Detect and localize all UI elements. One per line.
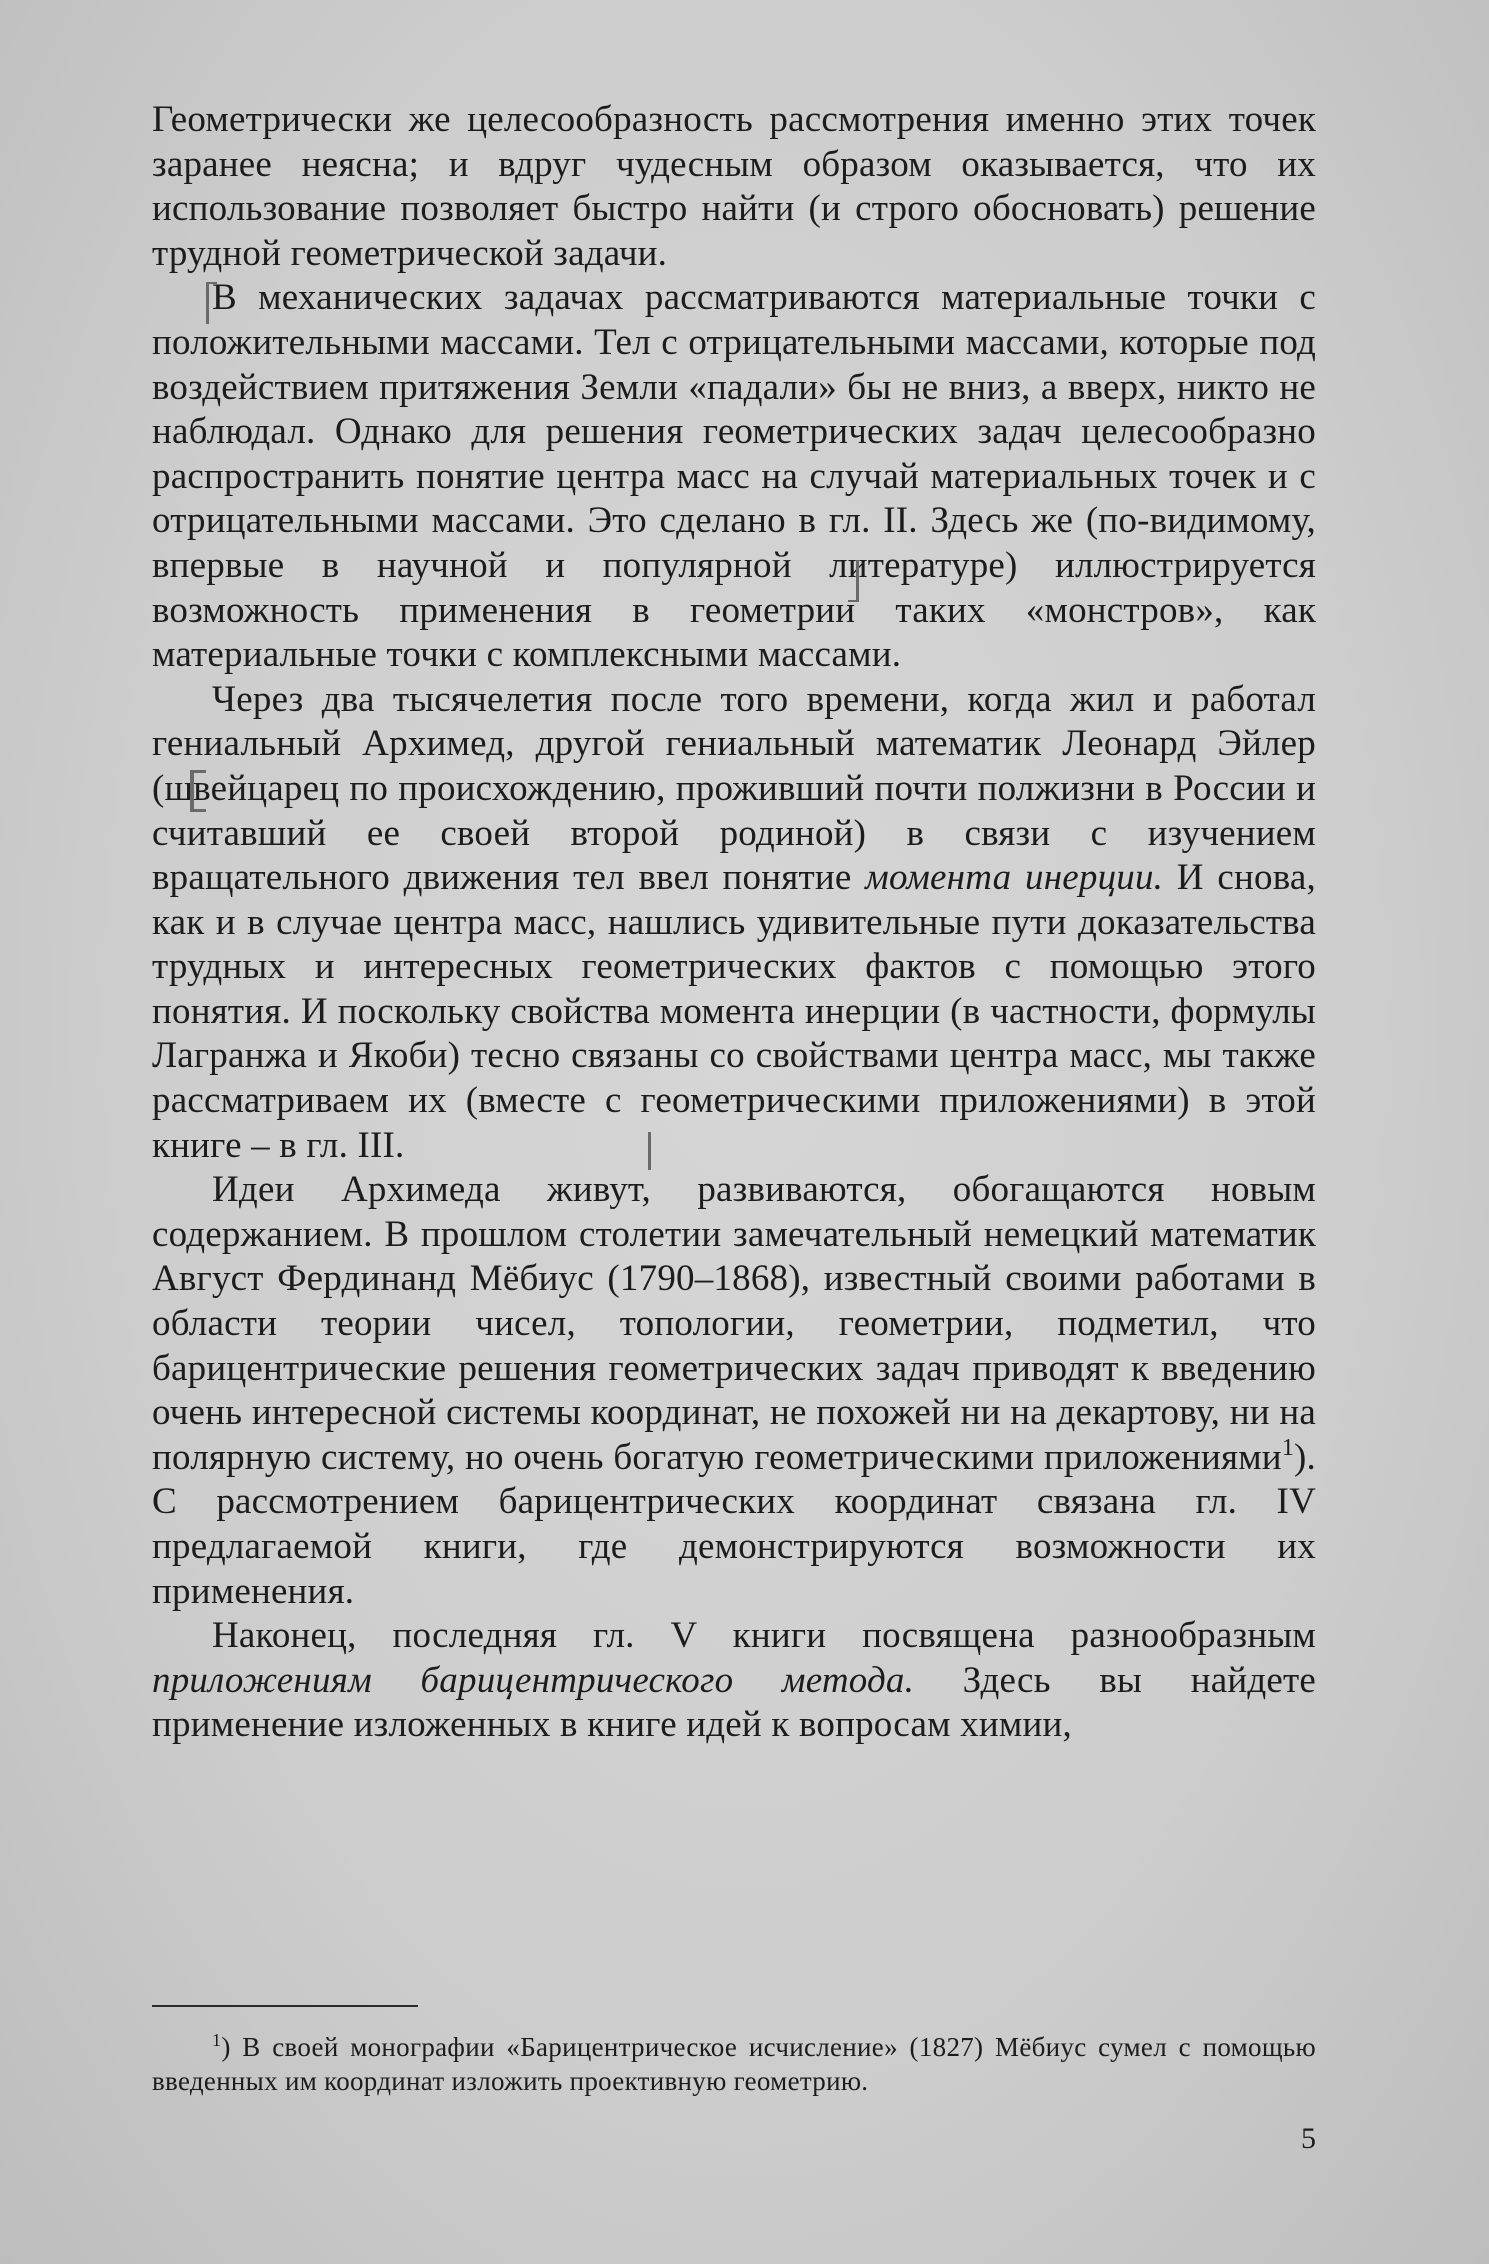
paragraph-3-text-b: И снова, как и в случае центра масс, нашлись удивительные пути доказательства трудных и интересных геометрических фактов с помощью этого понятия. И поскольку свойства момента инерции (в частности, формулы Лагранжа и Якоби) тесно связаны со свойствами центра масс, мы также рассматриваем их (вместе с геометрическими приложениями) в этой книге – в гл. III. [152, 857, 1316, 1166]
pencil-bracket-mark [190, 770, 206, 812]
paragraph-4-text-b: ). С рассмотрением барицентрических координат связана гл. IV предлагаемой книги, где демонстрируются возможности их применения. [152, 1436, 1316, 1612]
paragraph-3-italic-term: момента инерции. [865, 857, 1164, 899]
paragraph-5-text-a: Наконец, последняя гл. V книги посвящена разнообразным [212, 1615, 1316, 1657]
footnote-text: ) В своей монографии «Барицентрическое исчисление» (1827) Мёбиус сумел с помощью введенных им координат изложить проективную геометрию. [152, 2032, 1316, 2096]
footnote [152, 2030, 1316, 2098]
paragraph-5-text-b: Здесь вы найдете применение изложенных в книге идей к вопросам химии, [152, 1659, 1316, 1746]
paragraph-4-text-a: Идеи Архимеда живут, развиваются, обогащаются новым содержанием. В прошлом столетии замечательный немецкий математик Август Фердинанд Мёбиус (1790–1868), известный своими работами в области теории чисел, топологии, геометрии, подметил, что барицентрические решения геометрических задач приводят к введению очень интересной системы координат, не похожей ни на декартову, ни на полярную систему, но очень богатую геометрическими приложениями [152, 1169, 1316, 1478]
paragraph-1 [152, 98, 1316, 276]
paragraph-5-italic-term: приложениям барицентрического метода. [152, 1659, 915, 1701]
pencil-bracket-mark [848, 560, 859, 602]
paragraph-3 [152, 678, 1316, 1169]
footnote-divider [152, 2005, 418, 2007]
paragraph-2 [152, 276, 1316, 677]
paragraph-4 [152, 1168, 1316, 1614]
paragraph-1-text: Геометрически же целесообразность рассмотрения именно этих точек заранее неясна; и вдруг чудесным образом оказывается, что их использование позволяет быстро найти (и строго обосновать) решение трудной геометрической задачи. [152, 99, 1316, 274]
paragraph-3-text-a: Через два тысячелетия после того времени, когда жил и работал гениальный Архимед, другой гениальный математик Леонард Эйлер (швейцарец по происхождению, проживший почти полжизни в России и считавший ее своей второй родиной) в связи с изучением вращательного движения тел ввел понятие [152, 678, 1316, 899]
pencil-bracket-mark [206, 282, 217, 324]
main-text [152, 98, 1316, 1748]
paragraph-2-text: В механических задачах рассматриваются материальные точки с положительными массами. Тел с отрицательными массами, которые под воздействием притяжения Земли «падали» бы не вниз, а вверх, никто не наблюдал. Однако для решения геометрических задач целесообразно распространить понятие центра масс на случай материальных точек и с отрицательными массами. Это сделано в гл. II. Здесь же (по-видимому, впервые в научной и популярной литературе) иллюстрируется возможность применения в геометрии таких «монстров», как материальные точки с комплексными массами. [152, 277, 1316, 676]
footnote-reference: 1 [1281, 1434, 1295, 1461]
page-number: 5 [1301, 2122, 1316, 2155]
footnote-marker: 1 [212, 2030, 222, 2050]
pencil-bracket-mark [640, 1132, 651, 1170]
paragraph-5 [152, 1614, 1316, 1748]
